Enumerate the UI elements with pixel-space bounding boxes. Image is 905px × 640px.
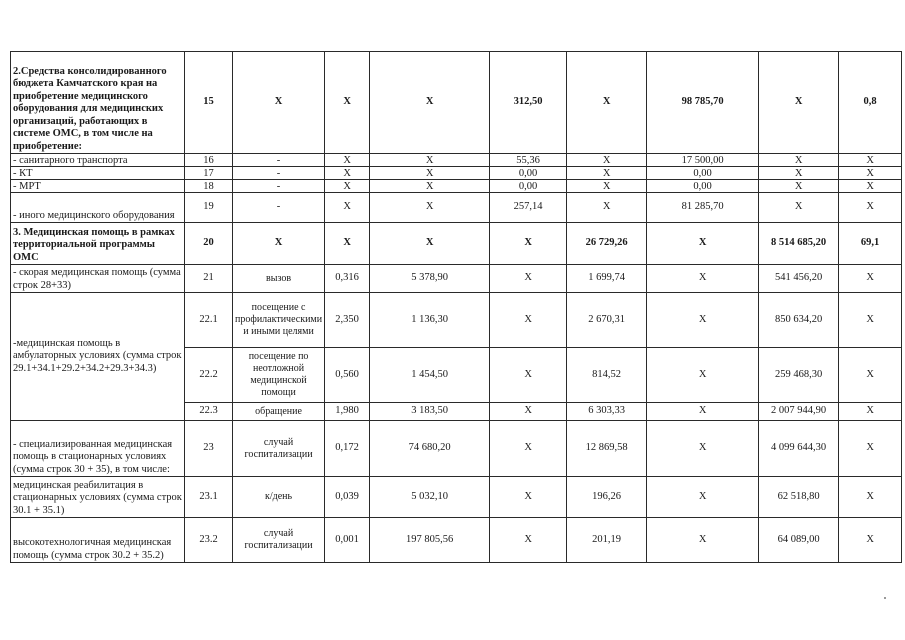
value-cell: X — [759, 180, 839, 193]
value-cell: X — [567, 193, 647, 223]
cost-cell: 3 183,50 — [370, 403, 490, 421]
value-cell: 26 729,26 — [567, 223, 647, 265]
norm-cell: X — [325, 167, 370, 180]
value-cell: 17 500,00 — [647, 154, 759, 167]
table-row — [11, 518, 902, 563]
unit-cell: посещение по неотложной медицинской помощи — [233, 348, 325, 403]
value-cell: 259 468,30 — [759, 348, 839, 403]
value-cell: 81 285,70 — [647, 193, 759, 223]
value-cell: X — [490, 265, 567, 293]
value-cell: X — [839, 518, 902, 563]
value-cell: 850 634,20 — [759, 293, 839, 348]
value-cell: 0,00 — [647, 180, 759, 193]
unit-cell: - — [233, 180, 325, 193]
value-cell: 257,14 — [490, 193, 567, 223]
value-cell: X — [647, 293, 759, 348]
cost-cell: X — [370, 52, 490, 154]
row-name: - МРТ — [11, 180, 185, 193]
financing-table — [10, 51, 902, 563]
row-name: - специализированная медицинская помощь в стационарных условиях (сумма строк 30 + 35), в том числе: — [11, 421, 185, 477]
value-cell: 2 007 944,90 — [759, 403, 839, 421]
value-cell: 0,00 — [647, 167, 759, 180]
value-cell: X — [647, 518, 759, 563]
norm-cell: 0,560 — [325, 348, 370, 403]
cost-cell: 74 680,20 — [370, 421, 490, 477]
value-cell: X — [490, 518, 567, 563]
norm-cell: 0,001 — [325, 518, 370, 563]
unit-cell: случай госпитализации — [233, 518, 325, 563]
table-row — [11, 167, 902, 180]
norm-cell: X — [325, 223, 370, 265]
cost-cell: 5 032,10 — [370, 477, 490, 518]
cost-cell: X — [370, 167, 490, 180]
row-number: 19 — [185, 193, 233, 223]
table-row — [11, 52, 902, 154]
cost-cell: X — [370, 193, 490, 223]
value-cell: X — [490, 348, 567, 403]
value-cell: 55,36 — [490, 154, 567, 167]
norm-cell: 0,316 — [325, 265, 370, 293]
value-cell: 69,1 — [839, 223, 902, 265]
table-row — [11, 293, 902, 348]
value-cell: X — [839, 293, 902, 348]
value-cell: 8 514 685,20 — [759, 223, 839, 265]
value-cell: X — [759, 193, 839, 223]
table-row — [11, 180, 902, 193]
unit-cell: - — [233, 193, 325, 223]
unit-cell: вызов — [233, 265, 325, 293]
norm-cell: 2,350 — [325, 293, 370, 348]
norm-cell: X — [325, 193, 370, 223]
value-cell: X — [839, 477, 902, 518]
value-cell: X — [759, 52, 839, 154]
unit-cell: X — [233, 223, 325, 265]
unit-cell: - — [233, 154, 325, 167]
value-cell: X — [839, 403, 902, 421]
unit-cell: X — [233, 52, 325, 154]
row-number: 15 — [185, 52, 233, 154]
row-number: 16 — [185, 154, 233, 167]
row-name: 2.Средства консолидированного бюджета Камчатского края на приобретение медицинского оборудования для медицинских организаций, работающих в системе ОМС, в том числе на приобретение: — [11, 52, 185, 154]
value-cell: 0,8 — [839, 52, 902, 154]
value-cell: X — [839, 265, 902, 293]
value-cell: X — [490, 403, 567, 421]
row-name: 3. Медицинская помощь в рамках территориальной программы ОМС — [11, 223, 185, 265]
row-name: - КТ — [11, 167, 185, 180]
norm-cell: X — [325, 180, 370, 193]
scan-speck — [884, 597, 886, 599]
norm-cell: 1,980 — [325, 403, 370, 421]
row-number: 23.2 — [185, 518, 233, 563]
row-number: 22.1 — [185, 293, 233, 348]
value-cell: 1 699,74 — [567, 265, 647, 293]
value-cell: X — [490, 293, 567, 348]
cost-cell: 1 136,30 — [370, 293, 490, 348]
cost-cell: 197 805,56 — [370, 518, 490, 563]
row-number: 18 — [185, 180, 233, 193]
value-cell: X — [759, 167, 839, 180]
cost-cell: X — [370, 180, 490, 193]
unit-cell: случай госпитализации — [233, 421, 325, 477]
norm-cell: 0,172 — [325, 421, 370, 477]
value-cell: X — [490, 421, 567, 477]
table-row — [11, 193, 902, 223]
row-name: - иного медицинского оборудования — [11, 193, 185, 223]
cost-cell: 1 454,50 — [370, 348, 490, 403]
norm-cell: X — [325, 52, 370, 154]
value-cell: 62 518,80 — [759, 477, 839, 518]
value-cell: 6 303,33 — [567, 403, 647, 421]
row-name: - санитарного транспорта — [11, 154, 185, 167]
table-row — [11, 223, 902, 265]
row-number: 20 — [185, 223, 233, 265]
value-cell: 4 099 644,30 — [759, 421, 839, 477]
value-cell: X — [647, 265, 759, 293]
value-cell: X — [839, 180, 902, 193]
table-row — [11, 154, 902, 167]
value-cell: X — [647, 421, 759, 477]
value-cell: X — [567, 167, 647, 180]
value-cell: 12 869,58 — [567, 421, 647, 477]
value-cell: X — [839, 154, 902, 167]
value-cell: X — [647, 403, 759, 421]
value-cell: 0,00 — [490, 167, 567, 180]
value-cell: X — [647, 348, 759, 403]
value-cell: 196,26 — [567, 477, 647, 518]
value-cell: X — [490, 477, 567, 518]
value-cell: 64 089,00 — [759, 518, 839, 563]
row-number: 23.1 — [185, 477, 233, 518]
table-row — [11, 477, 902, 518]
row-number: 23 — [185, 421, 233, 477]
row-number: 21 — [185, 265, 233, 293]
value-cell: 541 456,20 — [759, 265, 839, 293]
unit-cell: - — [233, 167, 325, 180]
value-cell: X — [647, 223, 759, 265]
value-cell: 201,19 — [567, 518, 647, 563]
unit-cell: к/день — [233, 477, 325, 518]
row-name: высокотехнологичная медицинская помощь (сумма строк 30.2 + 35.2) — [11, 518, 185, 563]
cost-cell: X — [370, 223, 490, 265]
value-cell: 814,52 — [567, 348, 647, 403]
value-cell: X — [839, 193, 902, 223]
value-cell: 2 670,31 — [567, 293, 647, 348]
row-number: 17 — [185, 167, 233, 180]
value-cell: X — [567, 180, 647, 193]
value-cell: X — [759, 154, 839, 167]
value-cell: X — [567, 154, 647, 167]
table-row — [11, 265, 902, 293]
value-cell: X — [839, 421, 902, 477]
row-name: -медицинская помощь в амбулаторных условиях (сумма строк 29.1+34.1+29.2+34.2+29.3+34.3) — [11, 293, 185, 421]
unit-cell: обращение — [233, 403, 325, 421]
value-cell: 98 785,70 — [647, 52, 759, 154]
norm-cell: X — [325, 154, 370, 167]
table-row — [11, 421, 902, 477]
cost-cell: 5 378,90 — [370, 265, 490, 293]
row-name: медицинская реабилитация в стационарных условиях (сумма строк 30.1 + 35.1) — [11, 477, 185, 518]
value-cell: X — [490, 223, 567, 265]
value-cell: X — [567, 52, 647, 154]
value-cell: 312,50 — [490, 52, 567, 154]
cost-cell: X — [370, 154, 490, 167]
value-cell: X — [839, 348, 902, 403]
norm-cell: 0,039 — [325, 477, 370, 518]
value-cell: X — [647, 477, 759, 518]
row-name: - скорая медицинская помощь (сумма строк 28+33) — [11, 265, 185, 293]
row-number: 22.2 — [185, 348, 233, 403]
unit-cell: посещение с профилактическими и иными целями — [233, 293, 325, 348]
value-cell: X — [839, 167, 902, 180]
value-cell: 0,00 — [490, 180, 567, 193]
row-number: 22.3 — [185, 403, 233, 421]
